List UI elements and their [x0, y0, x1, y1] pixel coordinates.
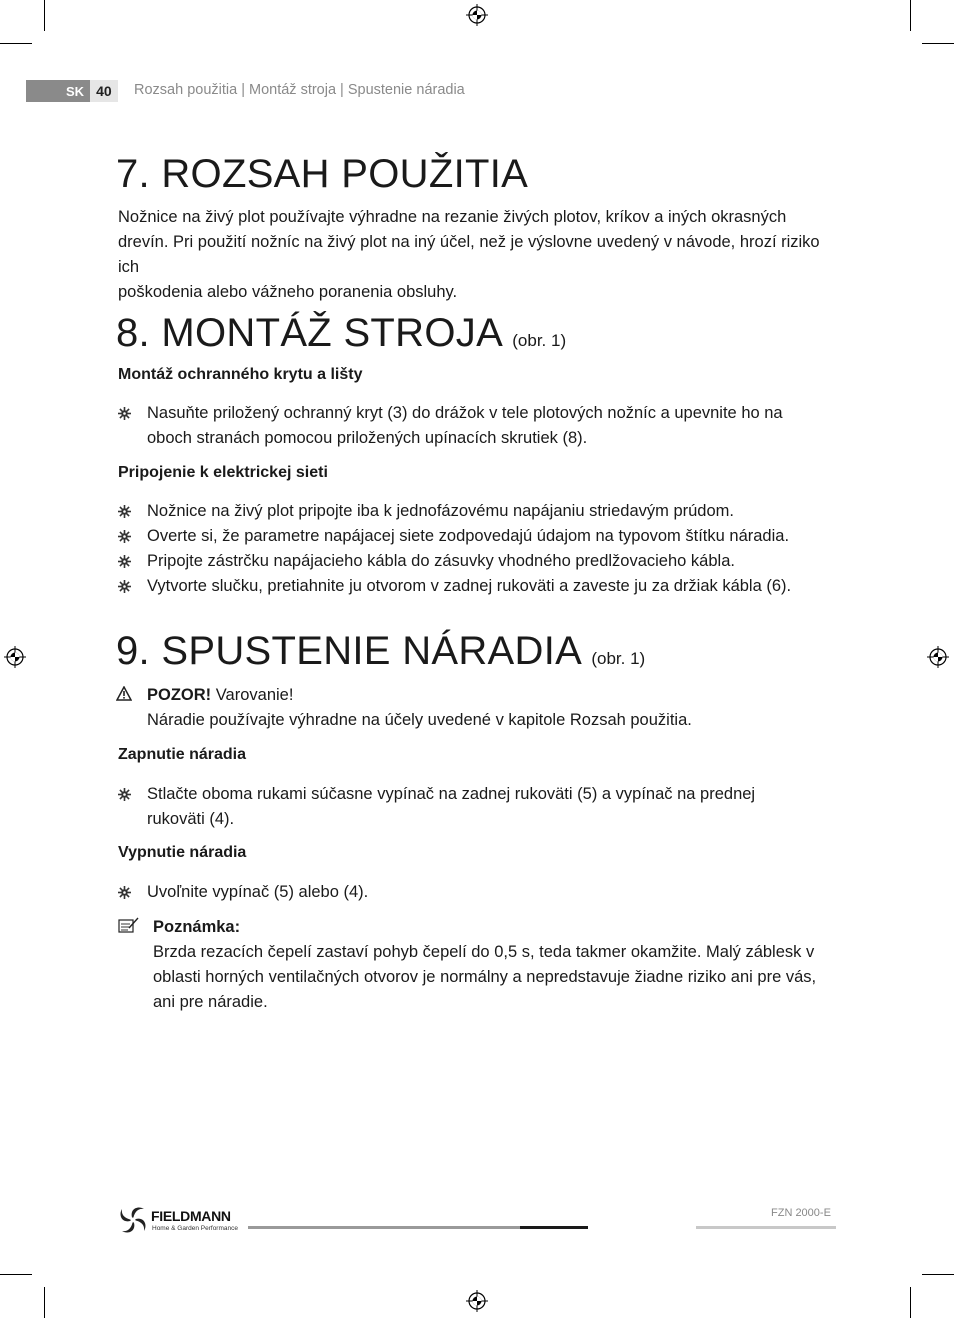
language-badge: SK	[62, 80, 90, 102]
subheading-switch-off: Vypnutie náradia	[118, 844, 247, 861]
list-item-line: Stlačte oboma rukami súčasne vypínač na zadnej rukoväti (5) a vypínač na prednej	[147, 785, 756, 803]
section-8-heading-text: 8. MONTÁŽ STROJA	[116, 311, 501, 355]
list-item-line: Nasuňte priložený ochranný kryt (3) do drážok v tele plotových nožníc a upevnite ho na	[147, 404, 783, 422]
footer-divider	[588, 1226, 696, 1229]
note-line: Brzda rezacích čepelí zastaví pohyb čepelí do 0,5 s, teda takmer okamžite. Malý záblesk v	[153, 943, 815, 961]
list-item-line: oboch stranách pomocou priložených upínacích skrutiek (8).	[147, 429, 588, 447]
paragraph-line: poškodenia alebo vážneho poranenia obsluhy.	[118, 283, 458, 301]
gear-bullet-icon	[118, 407, 131, 420]
list-item	[118, 401, 847, 451]
footer-divider	[248, 1226, 520, 1229]
crop-mark	[44, 1287, 45, 1318]
section-7-paragraph	[118, 205, 843, 305]
warning-label: POZOR!	[147, 686, 212, 704]
crop-mark	[910, 0, 911, 31]
list-item-line: Vytvorte slučku, pretiahnite ju otvorom v zadnej rukoväti a zaveste ju za držiak kábla (6).	[147, 577, 792, 595]
registration-mark-icon	[466, 1290, 488, 1312]
gear-bullet-icon	[118, 530, 131, 543]
warning-line	[147, 683, 847, 708]
section-9-heading	[116, 629, 645, 674]
note-line: oblasti horných ventilačných otvorov je normálny a nepredstavuje žiadne riziko ani pre vás,	[153, 968, 817, 986]
section-7-heading	[116, 152, 528, 197]
note-block	[118, 915, 853, 1015]
subheading-switch-on: Zapnutie náradia	[118, 746, 247, 763]
registration-mark-icon	[927, 646, 949, 668]
registration-mark-icon	[466, 4, 488, 26]
list-item-line: Nožnice na živý plot pripojte iba k jednofázovému napájaniu striedavým prúdom.	[147, 502, 734, 520]
gear-bullet-icon	[118, 886, 131, 899]
warning-triangle-icon	[116, 686, 132, 701]
subheading-electrical-connection: Pripojenie k elektrickej sieti	[118, 464, 328, 481]
model-number: FZN 2000-E	[771, 1207, 831, 1219]
paragraph-line: drevín. Pri použití nožníc na živý plot na iný účel, než je výslovne uvedený v návode, hrozí riziko ich	[118, 233, 820, 276]
list-item-line: Overte si, že parametre napájacej siete zodpovedajú údajom na typovom štítku náradia.	[147, 527, 790, 545]
subheading-guard-assembly: Montáž ochranného krytu a lišty	[118, 366, 363, 383]
gear-bullet-icon	[118, 580, 131, 593]
warning-text: Varovanie!	[215, 686, 294, 704]
brand-name: FIELDMANN	[151, 1208, 231, 1224]
notepad-pen-icon	[118, 917, 140, 934]
list-item	[118, 549, 847, 574]
header-grey-block	[26, 80, 62, 102]
footer-divider-accent	[520, 1226, 588, 1229]
figure-reference: (obr. 1)	[512, 331, 567, 350]
crop-mark	[910, 1287, 911, 1318]
brand-logo	[118, 1204, 248, 1236]
gear-bullet-icon	[118, 505, 131, 518]
header-title: Rozsah použitia | Montáž stroja | Spustenie náradia	[134, 82, 465, 98]
note-title: Poznámka:	[153, 918, 241, 936]
crop-mark	[44, 0, 45, 31]
gear-bullet-icon	[118, 555, 131, 568]
list-item-line: rukoväti (4).	[147, 810, 235, 828]
list-item	[118, 524, 847, 549]
crop-mark	[0, 1274, 32, 1275]
warning-line: Náradie používajte výhradne na účely uvedené v kapitole Rozsah použitia.	[147, 711, 692, 729]
fieldmann-swirl-icon	[118, 1205, 148, 1235]
crop-mark	[0, 43, 32, 44]
section-7-heading-text: 7. ROZSAH POUŽITIA	[116, 152, 529, 196]
section-8-heading	[116, 311, 566, 356]
paragraph-line: Nožnice na živý plot používajte výhradne na rezanie živých plotov, kríkov a iných okrasných	[118, 208, 787, 226]
figure-reference: (obr. 1)	[591, 649, 646, 668]
registration-mark-icon	[4, 646, 26, 668]
list-item	[118, 782, 847, 832]
list-item	[118, 499, 847, 524]
page-header-bar	[26, 80, 118, 102]
crop-mark	[922, 43, 954, 44]
list-item-line: Uvoľnite vypínač (5) alebo (4).	[147, 883, 369, 901]
gear-bullet-icon	[118, 788, 131, 801]
note-line: ani pre náradie.	[153, 993, 268, 1011]
section-9-heading-text: 9. SPUSTENIE NÁRADIA	[116, 629, 580, 673]
list-item	[118, 574, 847, 599]
crop-mark	[922, 1274, 954, 1275]
warning-block	[118, 683, 847, 733]
list-item-line: Pripojte zástrčku napájacieho kábla do zásuvky vhodného predlžovacieho kábla.	[147, 552, 735, 570]
footer-divider	[696, 1226, 836, 1229]
page-number: 40	[90, 80, 118, 102]
list-item	[118, 880, 847, 905]
brand-tagline: Home & Garden Performance	[152, 1225, 238, 1232]
